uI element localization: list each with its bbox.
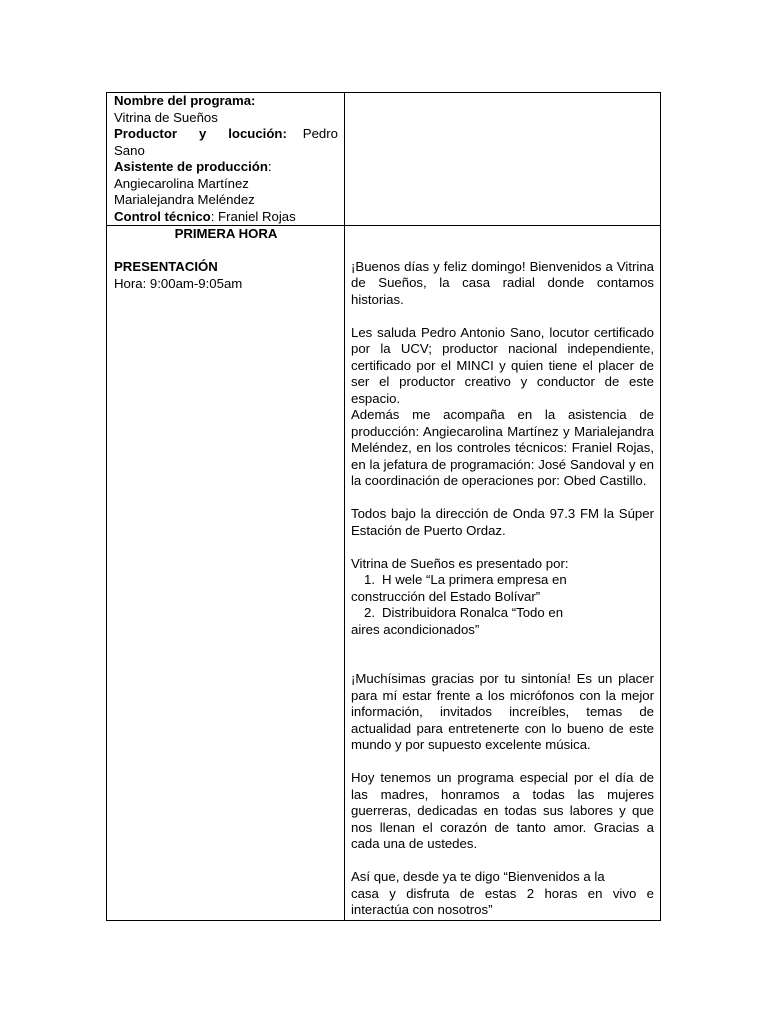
sponsor-1-line-a: H wele “La primera empresa en [382,572,567,587]
segment-title: PRESENTACIÓN [114,259,218,274]
first-hour-row [106,226,661,921]
assistant-value-1: Angiecarolina Martínez [114,175,249,191]
sponsor-2-line-b: aires acondicionados” [351,621,480,637]
script-table [106,92,661,921]
sponsor-1-line-b: construcción del Estado Bolívar” [351,588,541,604]
segment-cell [107,226,345,920]
welcome-paragraph [351,869,654,919]
sponsors-intro: Vitrina de Sueños es presentado por: [351,555,569,571]
section-title: PRIMERA HORA [174,226,278,241]
welcome-line-1: Así que, desde ya te digo “Bienvenidos a la [351,869,605,884]
script-cell [345,226,660,920]
host-intro-paragraph: Les saluda Pedro Antonio Sano, locutor certificado por la UCV; productor nacional independiente, certificado por el MINCI y quien tiene el placer de ser el productor creativo y conductor de este espacio. [351,324,654,406]
sponsor-1-number: 1. [364,572,375,587]
program-info-empty-cell [345,93,660,225]
sponsor-item-2 [351,605,654,638]
sponsor-2-line-a: Distribuidora Ronalca “Todo en [382,605,564,620]
station-paragraph: Todos bajo la dirección de Onda 97.3 FM la Súper Estación de Puerto Ordaz. [351,506,654,538]
assistant-label: Asistente de producción [114,159,268,174]
program-name-value: Vitrina de Sueños [114,109,218,125]
segment-time: Hora: 9:00am-9:05am [114,275,243,291]
sponsor-item-1 [351,572,654,605]
producer-value: Pedro Sano [114,126,338,158]
mothers-day-paragraph: Hoy tenemos un programa especial por el día de las madres, honramos a todas las mujeres guerreras, dedicadas en todas sus labores y que nos llenan el corazón de tanto amor. Gracias a cada una de ustedes. [351,770,654,851]
program-name-label: Nombre del programa [114,93,252,108]
thanks-paragraph: ¡Muchísimas gracias por tu sintonía! Es un placer para mí estar frente a los micrófonos con la mejor información, invitados increíbles, temas de actualidad para entretenerte con lo bueno de este mundo y por supuesto excelente música. [351,671,654,752]
tech-value: Franiel Rojas [218,208,296,224]
sponsor-2-number: 2. [364,605,375,620]
program-info-cell: Nombre del programa: Vitrina de Sueños Productor y locución: Pedro Sano Asistente de producción: Angiecarolina Martínez Marialejandra Meléndez Control técnico: Franiel Rojas [107,93,345,225]
greeting-paragraph: ¡Buenos días y feliz domingo! Bienvenidos a Vitrina de Sueños, la casa radial donde contamos historias. [351,258,654,307]
producer-label: Productor y locución: [114,126,287,141]
program-info-row [106,92,661,226]
welcome-line-rest: casa y disfruta de estas 2 horas en vivo e interactúa con nosotros” [351,885,654,917]
tech-label: Control técnico [114,208,211,224]
assistant-value-2: Marialejandra Meléndez [114,192,255,207]
team-paragraph: Además me acompaña en la asistencia de producción: Angiecarolina Martínez y Marialejandra Meléndez, en los controles técnicos: Franiel Rojas, en la jefatura de programación: José Sandoval y en la coordinación de operaciones por: Obed Castillo. [351,407,654,488]
